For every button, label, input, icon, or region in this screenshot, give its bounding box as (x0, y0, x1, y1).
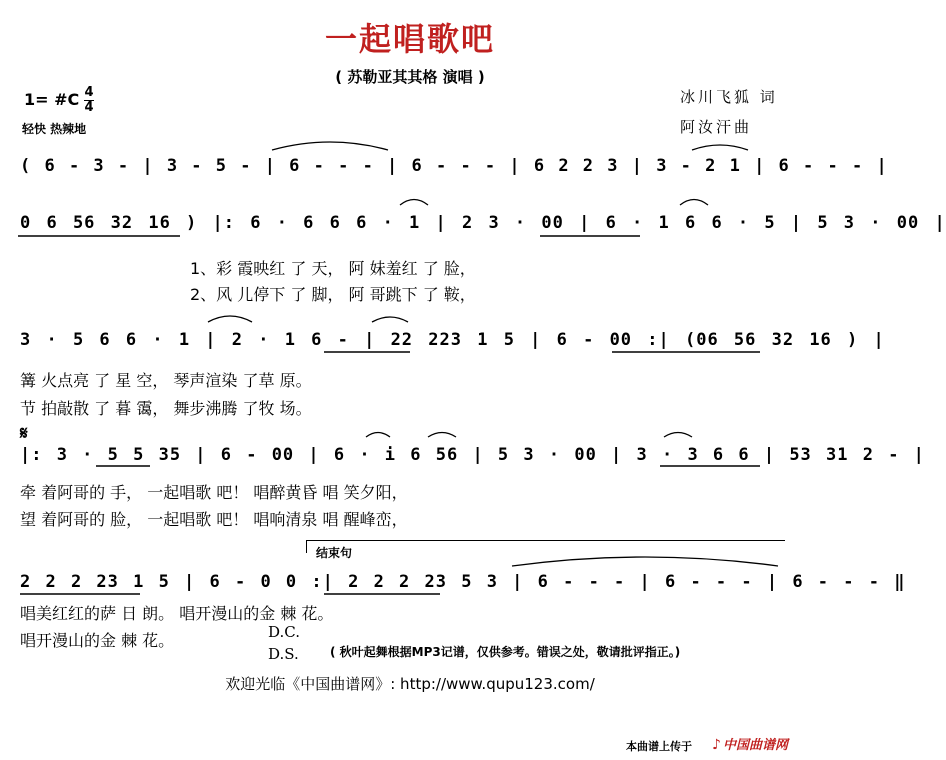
composer-credit: 阿汝汗曲 (680, 118, 753, 136)
score-line-1: ( 6 - 3 - | 3 - 5 - | 6 - - - | 6 - - - | 6 2 2 3 | 3 - 2 1 | 6 - - - | (20, 156, 888, 176)
slur-mark (692, 145, 748, 150)
lyric-line-3b: 节 拍敲散 了 暮 霭， 舞步沸腾 了牧 场。 (20, 399, 312, 418)
lyric-line-2b: 2、风 儿停下 了 脚， 阿 哥跳下 了 鞍， (190, 285, 476, 304)
lyric-line-3a: 篝 火点亮 了 星 空， 琴声渲染 了草 原。 (20, 371, 312, 390)
lyric-line-5a: 唱美红红的萨 日 朗。 唱开漫山的金 棘 花。 (20, 604, 334, 623)
dal-segno-mark: D.S. (268, 645, 299, 663)
da-capo-mark: D.C. (268, 623, 300, 641)
score-line-4: |: 3 · 5 5 35 | 6 - 00 | 6 · i 6 56 | 5 3 · 00 | 3 · 3 6 6 | 53 31 2 - | (20, 445, 925, 465)
ending-label: 结束句 (316, 546, 353, 560)
slur-mark (664, 433, 692, 438)
slur-mark (366, 433, 390, 438)
slur-mark (428, 433, 456, 438)
performer-subtitle: ( 苏勒亚其其格 演唱 ) (335, 68, 485, 86)
score-line-2: 0 6 56 32 16 ) |: 6 · 6 6 6 · 1 | 2 3 · 00 | 6 · 1 6 6 · 5 | 5 3 · 00 | (20, 213, 946, 233)
lyric-line-4a: 牵 着阿哥的 手， 一起唱歌 吧！ 唱醉黄昏 唱 笑夕阳， (20, 483, 408, 502)
tempo-marking: 轻快 热辣地 (22, 122, 87, 136)
slur-mark (680, 200, 708, 206)
slur-mark (372, 317, 408, 322)
segno-sign: 𝄋 (20, 423, 28, 444)
lyric-line-5b: 唱开漫山的金 棘 花。 (20, 631, 175, 650)
transcriber-note: ( 秋叶起舞根据MP3记谱，仅供参考。错误之处，敬请批评指正。) (330, 645, 681, 659)
slur-mark (512, 557, 778, 566)
lyric-line-2a: 1、彩 霞映红 了 天， 阿 妹羞红 了 脸， (190, 259, 476, 278)
slur-mark (400, 200, 428, 206)
slur-mark (272, 142, 388, 150)
key-signature: 1= #C (24, 90, 80, 109)
slur-mark (208, 316, 252, 322)
lyric-line-4b: 望 着阿哥的 脸， 一起唱歌 吧！ 唱响清泉 唱 醒峰峦， (20, 510, 408, 529)
lyricist-credit: 冰川飞狐 词 (680, 88, 778, 106)
page-title: 一起唱歌吧 (324, 20, 495, 58)
site-logo-text: 中国曲谱网 (722, 738, 788, 753)
time-signature-bottom: 4 (84, 100, 94, 115)
score-line-5: 2 2 2 23 1 5 | 6 - 0 0 :| 2 2 2 23 5 3 | 6 - - - | 6 - - - | 6 - - - ‖ (20, 572, 906, 592)
music-note-icon: ♪ (712, 737, 721, 753)
welcome-link-text[interactable]: 欢迎光临《中国曲谱网》: http://www.qupu123.com/ (225, 675, 595, 693)
upload-caption: 本曲谱上传于 (626, 740, 692, 753)
time-signature-top: 4 (84, 85, 94, 100)
score-line-3: 3 · 5 6 6 · 1 | 2 · 1 6 - | 22 223 1 5 | 6 - 00 :| (06 56 32 16 ) | (20, 330, 885, 350)
